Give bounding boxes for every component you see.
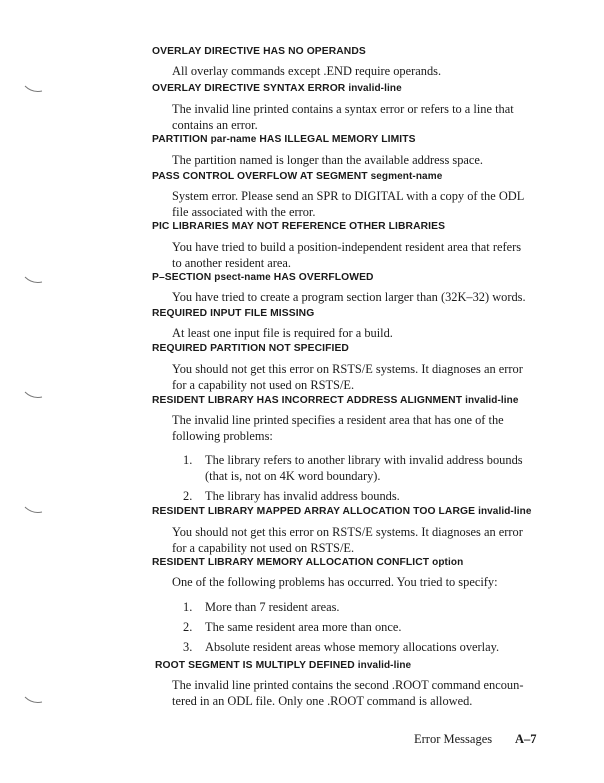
- heading-text: REQUIRED PARTITION NOT SPECIFIED: [152, 343, 349, 354]
- list-item: The library refers to another library with invalid address bounds: [205, 453, 523, 467]
- heading-text: OVERLAY DIRECTIVE SYNTAX ERROR: [152, 83, 346, 94]
- heading: [152, 83, 402, 94]
- binding-mark-icon: [24, 505, 44, 515]
- heading-text: P–SECTION: [152, 272, 212, 283]
- binding-mark-icon: [24, 275, 44, 285]
- description: The invalid line printed contains a syntax error or refers to a line that: [172, 102, 514, 116]
- heading: [152, 272, 374, 283]
- description: You have tried to create a program section larger than (32K–32) words.: [172, 290, 526, 304]
- heading: [152, 46, 366, 57]
- description: contains an error.: [172, 118, 258, 132]
- list-item: (that is, not on 4K word boundary).: [205, 469, 381, 483]
- heading: [152, 171, 442, 182]
- heading-text: OVERLAY DIRECTIVE HAS NO OPERANDS: [152, 46, 366, 57]
- description: You should not get this error on RSTS/E systems. It diagnoses an error: [172, 525, 523, 539]
- heading-text: RESIDENT LIBRARY MEMORY ALLOCATION CONFLICT: [152, 557, 430, 568]
- description: You have tried to build a position-independent resident area that refers: [172, 240, 522, 254]
- list-number: 2.: [183, 489, 193, 503]
- heading-arg: option: [432, 557, 464, 568]
- list-number: 1.: [183, 453, 193, 467]
- heading-text: REQUIRED INPUT FILE MISSING: [152, 308, 315, 319]
- heading-arg: invalid-line: [465, 395, 519, 406]
- description: System error. Please send an SPR to DIGITAL with a copy of the ODL: [172, 189, 525, 203]
- description: for a capability not used on RSTS/E.: [172, 541, 355, 555]
- description: The invalid line printed contains the second .ROOT command encoun-: [172, 678, 524, 692]
- description: One of the following problems has occurred. You tried to specify:: [172, 575, 498, 589]
- binding-mark-icon: [24, 84, 44, 94]
- heading-text: HAS ILLEGAL MEMORY LIMITS: [259, 134, 416, 145]
- heading: [155, 660, 411, 671]
- heading-text: RESIDENT LIBRARY MAPPED ARRAY ALLOCATION TOO LARGE: [152, 506, 476, 517]
- description: You should not get this error on RSTS/E systems. It diagnoses an error: [172, 362, 523, 376]
- footer-section: Error Messages: [414, 732, 493, 746]
- heading-text: PARTITION: [152, 134, 208, 145]
- heading-arg: invalid-line: [348, 83, 402, 94]
- description: The partition named is longer than the available address space.: [172, 153, 484, 167]
- heading: [152, 343, 349, 354]
- heading: [152, 134, 416, 145]
- heading-text: ROOT SEGMENT IS MULTIPLY DEFINED: [155, 660, 355, 671]
- list-number: 2.: [183, 620, 193, 634]
- heading: [152, 395, 519, 406]
- description: for a capability not used on RSTS/E.: [172, 378, 355, 392]
- heading-arg: segment-name: [370, 171, 443, 182]
- heading-arg: par-name: [210, 134, 257, 145]
- list-item: More than 7 resident areas.: [205, 600, 340, 614]
- heading: [152, 221, 445, 232]
- description: At least one input file is required for a build.: [172, 326, 393, 340]
- heading: [152, 308, 314, 319]
- heading-arg: invalid-line: [357, 660, 412, 671]
- heading-text: HAS OVERFLOWED: [273, 272, 374, 283]
- description: tered in an ODL file. Only one .ROOT command is allowed.: [172, 694, 473, 708]
- list-number: 3.: [183, 640, 193, 654]
- description: following problems:: [172, 429, 273, 443]
- heading: [152, 557, 463, 568]
- list-number: 1.: [183, 600, 193, 614]
- description: The invalid line printed specifies a resident area that has one of the: [172, 413, 504, 427]
- description: file associated with the error.: [172, 205, 316, 219]
- heading-arg: invalid-line: [478, 506, 532, 517]
- list-item: The same resident area more than once.: [205, 620, 402, 634]
- page-number: A–7: [515, 732, 537, 746]
- heading-text: RESIDENT LIBRARY HAS INCORRECT ADDRESS ALIGNMENT: [152, 395, 463, 406]
- heading-arg: psect-name: [214, 272, 271, 283]
- binding-mark-icon: [24, 695, 44, 705]
- list-item: Absolute resident areas whose memory allocations overlay.: [205, 640, 500, 654]
- heading: [152, 506, 532, 517]
- description: All overlay commands except .END require operands.: [172, 64, 442, 78]
- list-item: The library has invalid address bounds.: [205, 489, 400, 503]
- binding-mark-icon: [24, 390, 44, 400]
- heading-text: PASS CONTROL OVERFLOW AT SEGMENT: [152, 171, 368, 182]
- description: to another resident area.: [172, 256, 292, 270]
- heading-text: PIC LIBRARIES MAY NOT REFERENCE OTHER LIBRARIES: [152, 221, 446, 232]
